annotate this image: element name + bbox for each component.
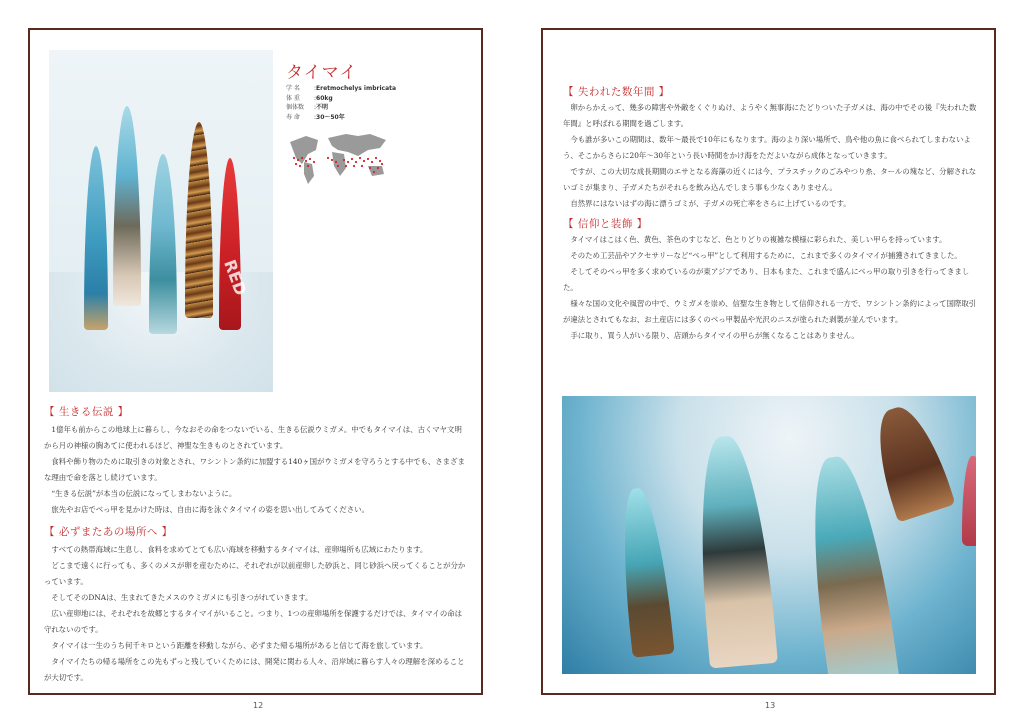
page-number: 12 — [253, 701, 264, 710]
paragraph: タイマイたちの帰る場所をこの先もずっと残していくためには、開発に関わる人々、沿岸域に暮らす人々の理解を深めることが大切です。 — [44, 657, 465, 682]
page-number: 13 — [765, 701, 776, 710]
paragraph: タイマイは一生のうち何千キロという距離を移動しながら、必ずまた帰る場所があると信じて海を旅しています。 — [51, 641, 428, 650]
fact-key: 体 重 — [286, 94, 300, 102]
fact-key: 学 名 — [286, 85, 300, 92]
paragraph: 卵からかえって、幾多の障害や外敵をくぐりぬけ、ようやく無事海にたどりついた子ガメは、海の中でその後『失われた数年間』と呼ばれる期間を過ごします。 — [563, 103, 977, 128]
paragraph: 旅先やお店でべっ甲を見かけた時は、自由に海を泳ぐタイマイの姿を思い出してみてください。 — [51, 505, 369, 514]
pick-tortoiseshell — [185, 122, 213, 318]
pick-blue — [84, 146, 108, 330]
section-body — [563, 100, 979, 212]
tortoiseshell-picks-photo — [49, 50, 273, 392]
section-body — [44, 422, 466, 518]
fact-value: 60kg — [316, 94, 333, 102]
paragraph: “生きる伝説”が本当の伝説になってしまわないように。 — [51, 489, 237, 498]
section-heading: 【 信仰と装飾 】 — [563, 218, 648, 230]
section-heading: 【 失われた数年間 】 — [563, 86, 670, 98]
paragraph: 手に取り、買う人がいる限り、店頭からタイマイの甲らが無くなることはありません。 — [570, 331, 859, 340]
section-heading: 【 生きる伝説 】 — [44, 406, 129, 418]
photo-pick — [962, 456, 976, 546]
fact-value: 不明 — [316, 104, 329, 112]
photo-pick — [798, 452, 899, 674]
section-heading: 【 必ずまたあの場所へ 】 — [44, 526, 173, 538]
pick-red-mark: RED — [220, 257, 251, 298]
species-title: タイマイ — [286, 63, 358, 83]
fact-key: 寿 命 — [286, 113, 300, 121]
species-facts — [286, 84, 396, 122]
fact-key: 個体数 — [286, 104, 305, 112]
fact-row: 個体数 : 不明 — [286, 104, 329, 112]
paragraph: 広い産卵地には、それぞれを故郷とするタイマイがいること。つまり、1つの産卵場所を保護するだけでは、タイマイの命は守れないのです。 — [44, 609, 462, 634]
paragraph: 食料や飾り物のために取引きの対象とされ、ワシントン条約に加盟する140ヶ国がウミガメを守ろうとする中でも、さまざまな理由で命を落とし続けています。 — [44, 457, 465, 482]
pick-turtle — [113, 106, 141, 306]
fact-row: 体 重 : 60kg — [286, 94, 333, 102]
right-page — [541, 28, 996, 695]
fact-row: 学 名 : Eretmochelys imbricata — [286, 85, 397, 92]
paragraph: どこまで遠くに行っても、多くのメスが卵を産むために、それぞれが以前産卵した砂浜と、同じ砂浜へ戻ってくることが分かっています。 — [44, 561, 466, 586]
photo-pick — [864, 399, 955, 522]
paragraph: 自然界にはないはずの海に漂うゴミが、子ガメの死亡率をさらに上げているのです。 — [570, 199, 851, 208]
paragraph: そしてそのべっ甲を多く求めているのが東アジアであり、日本もまた、これまで盛んにべっ甲の取り引きを行ってきました。 — [563, 267, 970, 292]
section-body — [44, 542, 466, 686]
paragraph: 今も誰が多いこの期間は、数年〜最長で10年にもなります。海のより深い場所で、鳥や他の魚に食べられてしまわないよう、そこからさらに20年〜30年という長い時間をかけ海をただよいながら成体となっていきます。 — [563, 135, 971, 160]
paragraph: ですが、この大切な成長期間のエサとなる海藻の近くには今、プラスチックのごみやつり糸、タールの塊など、分解されないゴミが集まり、子ガメたちがそれらを飲み込んでしまう事も少なくありません。 — [563, 167, 977, 192]
paragraph: そのため工芸品やアクセサリーなど“べっ甲”として利用するために、これまで多くのタイマイが捕獲されてきました。 — [570, 251, 962, 260]
pick-red — [219, 158, 251, 330]
paragraph: すべての熱帯海域に生息し、食料を求めてとても広い海域を移動するタイマイは、産卵場所も広域にわたります。 — [51, 545, 428, 554]
fact-value: 30〜50年 — [316, 113, 345, 121]
paragraph: 1億年も前からこの地球上に暮らし、今なおその命をつないでいる、生きる伝説ウミガメ。中でもタイマイは、古くマヤ文明から月の神様の胸あてに使われるほど、神聖な生きものとされています。 — [44, 425, 462, 450]
paragraph: タイマイはこはく色、黄色、茶色のすじなど、色とりどりの複雑な模様に彩られた、美しい甲らを持っています。 — [570, 235, 947, 244]
section-body — [563, 232, 979, 344]
closeup-picks-photo — [562, 396, 976, 674]
fact-value: Eretmochelys imbricata — [316, 85, 397, 92]
world-map-icon — [288, 128, 392, 186]
paragraph: そしてそのDNAは、生まれてきたメスのウミガメにも引きつがれていきます。 — [51, 593, 313, 602]
photo-pick — [615, 486, 674, 657]
left-page — [28, 28, 483, 695]
pick-aqua — [149, 154, 177, 334]
fact-row: 寿 命 : 30〜50年 — [286, 113, 345, 121]
paragraph: 様々な国の文化や風習の中で、ウミガメを崇め、信聖な生き物として信仰される一方で、ワシントン条約によって国際取引が違法とされてもなお、お土産店には多くのべっ甲製品や光沢のニスが塗られた剥製が並んでいます。 — [563, 299, 977, 324]
photo-pick — [690, 433, 778, 668]
